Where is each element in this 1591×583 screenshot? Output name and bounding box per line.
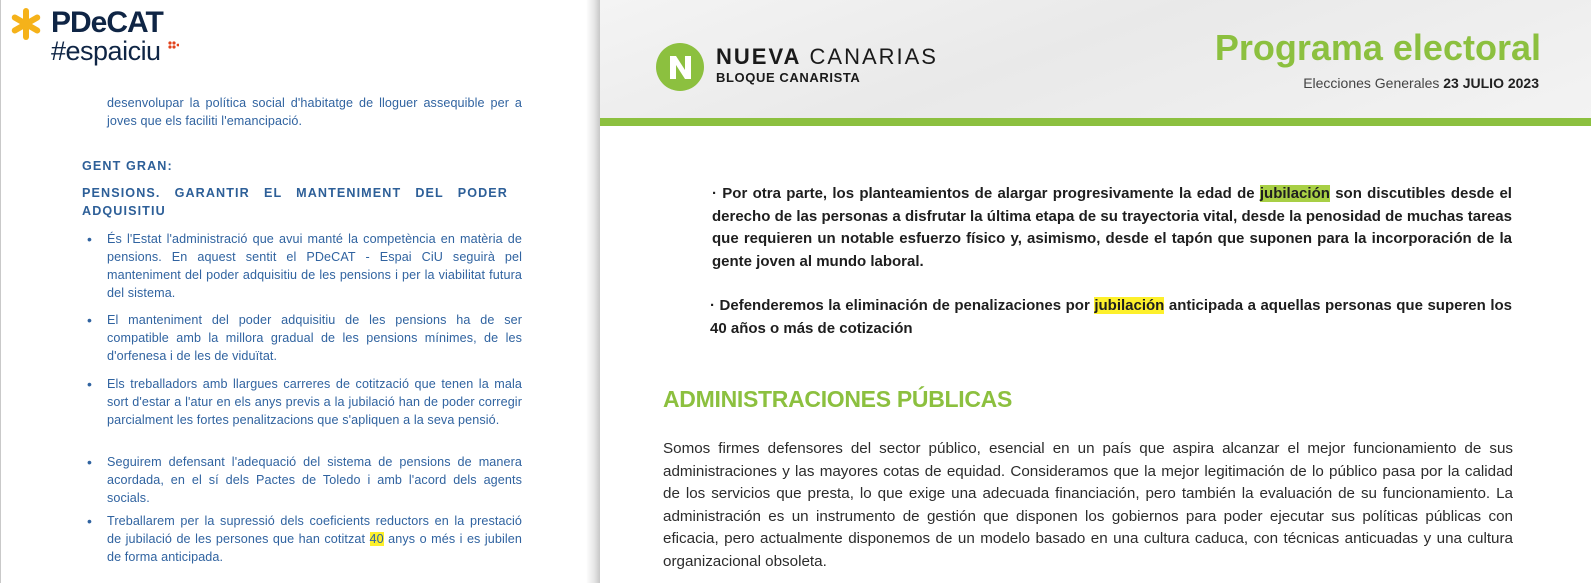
bullet-dot: •	[87, 513, 92, 529]
bullet-text	[107, 512, 522, 566]
paragraph-text-part: son discutibles desde el derecho de las personas a disfrutar la última etapa de su trayectoria vital, desde la penosidad de muchas tareas que requieren un notable esfuerzo físico y, asimismo, desde el tapón que suponen para la incorporación de la gente joven al mundo laboral.	[712, 185, 1512, 271]
pdecat-dots-icon	[167, 40, 179, 52]
paragraph-text-part: · Por otra parte, los planteamientos de alargar progresivamente la edad de	[712, 185, 1260, 202]
program-subtitle	[1303, 74, 1539, 92]
bullet-text: És l'Estat l'administració que avui manté la competència en matèria de pensions. En aquest sentit el PDeCAT - Espai CiU seguirà pel manteniment del poder adquisitiu de les pensions i per la viabilitat futura del sistema.	[107, 232, 522, 300]
pdecat-logo-name: PDeCAT	[51, 6, 163, 39]
bullet-dot: •	[87, 376, 92, 392]
nueva-canarias-logo-icon	[656, 43, 704, 91]
subtitle-prefix: Elecciones Generales	[1303, 75, 1444, 91]
pdecat-logo-hashtag: #espaiciu	[51, 36, 161, 66]
nc-name-rest: CANARIAS	[801, 44, 938, 69]
bullet-text: El manteniment del poder adquisitiu de les pensions ha de ser compatible amb la millora gradual de les pensions mínimes, de les d'orfenesa i de les de viduïtat.	[107, 313, 522, 363]
paragraph-text-part: anticipada a aquellas personas que superen los 40 años o más de cotización	[710, 297, 1513, 337]
section-title-administraciones: ADMINISTRACIONES PÚBLICAS	[663, 386, 1013, 412]
jubilacion-paragraph-1	[712, 183, 1512, 274]
page-gutter-shadow	[586, 0, 600, 583]
bullet-dot: •	[87, 312, 92, 328]
bullet-dot: •	[87, 231, 92, 247]
bullet-dot: •	[87, 454, 92, 470]
jubilacion-paragraph-2	[710, 295, 1512, 340]
bullet-text: Els treballadors amb llargues carreres de cotització que tenen la mala sort d'estar a l'atur en els anys previs a la jubilació han de poder corregir parcialment les fortes penalitzacions que s'apliquen a la seva pensió.	[107, 377, 522, 427]
pdecat-star-icon	[9, 7, 43, 41]
pensions-subheading-text: PENSIONS. GARANTIR EL MANTENIMENT DEL PODER ADQUISITIU	[82, 186, 508, 218]
highlighted-word: jubilación	[1259, 185, 1330, 202]
bullet-text-part: anys o més i es jubilen de forma anticipada.	[107, 532, 522, 564]
section-heading-gent-gran: GENT GRAN:	[82, 159, 173, 173]
nc-name-bold: NUEVA	[716, 44, 802, 69]
highlighted-number: 40	[369, 532, 384, 546]
bullet-text-part: Treballarem per la supressió dels coeficients reductors en la prestació de jubilació de les persones que han cotitzat	[107, 514, 522, 546]
intro-paragraph: desenvolupar la política social d'habitatge de lloguer assequible per a joves que els faciliti l'emancipació.	[107, 96, 522, 128]
nueva-canarias-name	[716, 44, 938, 70]
bullet-text: Seguirem defensant l'adequació del sistema de pensions de manera acordada, en el sí dels Pactes de Toledo i amb l'acord dels agents socials.	[107, 455, 522, 505]
nueva-canarias-subtitle: BLOQUE CANARISTA	[716, 70, 861, 85]
right-document-page	[600, 0, 1591, 583]
subtitle-date: 23 JULIO 2023	[1443, 75, 1539, 91]
header-accent-bar	[600, 118, 1591, 126]
highlighted-word: jubilación	[1094, 297, 1165, 314]
pensions-subheading	[82, 184, 508, 218]
left-document-page	[0, 0, 597, 583]
paragraph-text-part: · Defenderemos la eliminación de penalizaciones por	[710, 297, 1095, 314]
program-title: Programa electoral	[1214, 27, 1541, 68]
administraciones-body: Somos firmes defensores del sector público, esencial en un país que aspira alcanzar el mejor funcionamiento de sus administraciones y las mayores cotas de equidad. Consideramos que la mejor legitimación de lo público pasa por la calidad de los servicios que presta, lo que exige una adecuada financiación, pero también la evaluación de su funcionamiento. La administración es un instrumento de gestión que disponen los gobiernos para poder ejecutar sus políticas públicas con eficacia, pero actualmente disponemos de un modelo basado en una cultura caduca, con técnicas anticuadas y una cultura organizacional obsoleta.	[663, 440, 1513, 570]
